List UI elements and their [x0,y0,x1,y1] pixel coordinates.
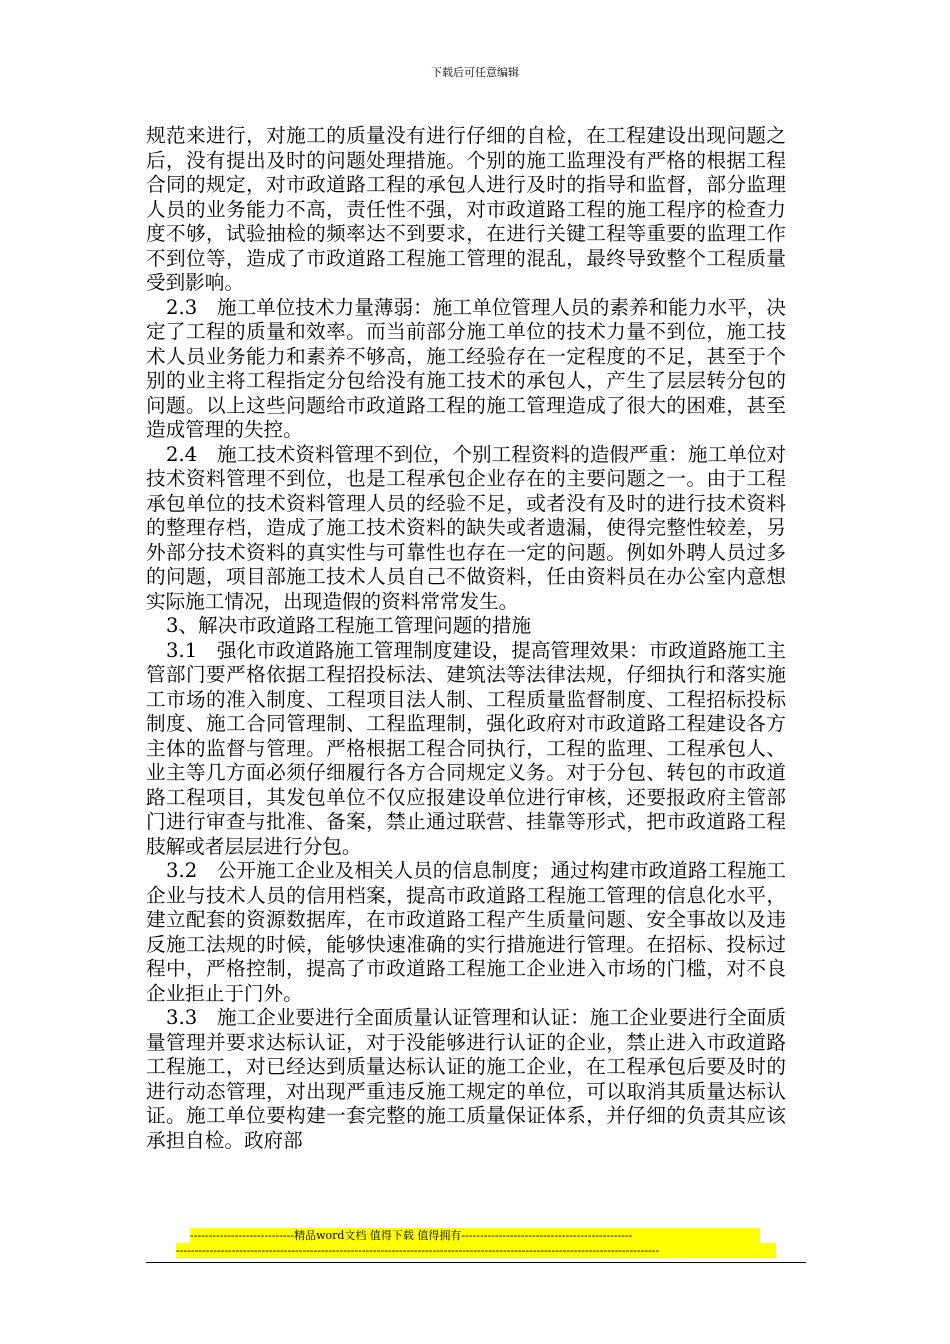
paragraph-3-1: 3.1 强化市政道路施工管理制度建设，提高管理效果：市政道路施工主管部门要严格依据工程招投标法、建筑法等法律法规，仔细执行和落实施工市场的准入制度、工程项目法人制、工程质量监督制度、工程招标投标制度、施工合同管理制、工程监理制，强化政府对市政道路工程建设各方主体的监督与管理。严格根据工程合同执行，工程的监理、工程承包人、业主等几方面必须仔细履行各方合同规定义务。对于分包、转包的市政道路工程项目，其发包单位不仅应报建设单位进行审核，还要报政府主管部门进行审查与批准、备案，禁止通过联营、挂靠等形式，把市政道路工程肢解或者层层进行分包。 [146,638,786,858]
paragraph-2-3: 2.3 施工单位技术力量薄弱：施工单位管理人员的素养和能力水平，决定了工程的质量和效率。而当前部分施工单位的技术力量不到位，施工技术人员业务能力和素养不够高，施工经验存在一定程度的不足，甚至于个别的业主将工程指定分包给没有施工技术的承包人，产生了层层转分包的问题。以上这些问题给市政道路工程的施工管理造成了很大的困难，甚至造成管理的失控。 [146,295,786,441]
footer-rule [146,1262,806,1263]
page-header: 下载后可任意编辑 [431,66,519,79]
document-body [146,124,786,1153]
footer-dash-line: ---------------------------------------------------------------------------------------------------------------------------------- [176,1243,776,1258]
paragraph-3-3: 3.3 施工企业要进行全面质量认证管理和认证：施工企业要进行全面质量管理并要求达标认证，对于没能够进行认证的企业，禁止进入市政道路工程施工，对已经达到质量达标认证的施工企业，在工程承包后要及时的进行动态管理，对出现严重违反施工规定的单位，可以取消其质量达标认证。施工单位要构建一套完整的施工质量保证体系，并仔细的负责其应该承担自检。政府部 [146,1006,786,1152]
page-footer [176,1228,776,1258]
paragraph-continuation: 规范来进行，对施工的质量没有进行仔细的自检，在工程建设出现问题之后，没有提出及时的问题处理措施。个别的施工监理没有严格的根据工程合同的规定，对市政道路工程的承包人进行及时的指导和监督，部分监理人员的业务能力不高，责任性不强，对市政道路工程的施工程序的检查力度不够，试验抽检的频率达不到要求，在进行关键工程等重要的监理工作不到位等，造成了市政道路工程施工管理的混乱，最终导致整个工程质量受到影响。 [146,124,786,294]
paragraph-3-2: 3.2 公开施工企业及相关人员的信息制度；通过构建市政道路工程施工企业与技术人员的信用档案，提高市政道路工程施工管理的信息化水平，建立配套的资源数据库，在市政道路工程产生质量问题、安全事故以及违反施工法规的时候，能够快速准确的实行措施进行管理。在招标、投标过程中，严格控制，提高了市政道路工程施工企业进入市场的门槛，对不良企业拒止于门外。 [146,859,786,1005]
section-heading-3: 3、解决市政道路工程施工管理问题的措施 [166,614,532,637]
footer-banner: ----------------------------精品word文档 值得下载 值得拥有---------------------------------------------- [190,1228,760,1243]
paragraph-2-4: 2.4 施工技术资料管理不到位，个别工程资料的造假严重：施工单位对技术资料管理不到位，也是工程承包企业存在的主要问题之一。由于工程承包单位的技术资料管理人员的经验不足，或者没有及时的进行技术资料的整理存档，造成了施工技术资料的缺失或者遗漏，使得完整性较差，另外部分技术资料的真实性与可靠性也存在一定的问题。例如外聘人员过多的问题，项目部施工技术人员自己不做资料，任由资料员在办公室内意想实际施工情况，出现造假的资料常常发生。 [146,442,786,613]
